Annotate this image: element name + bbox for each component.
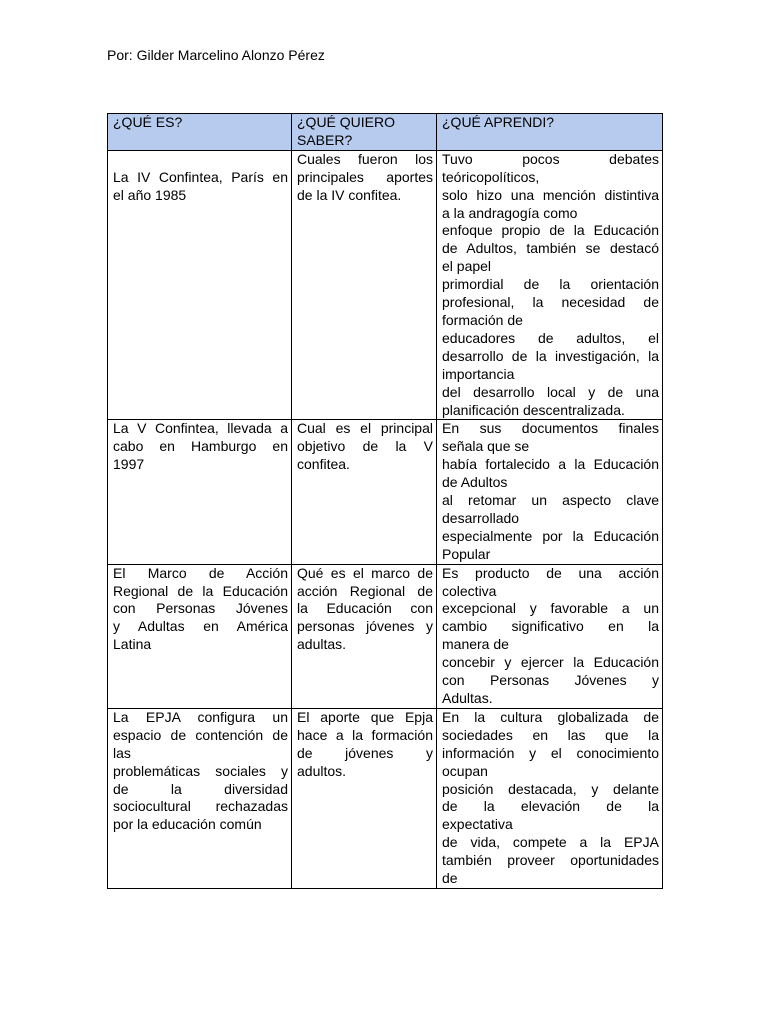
table-header-row: [108, 114, 663, 151]
cell-text-line: por la educación común: [113, 816, 262, 833]
kwl-table: [107, 113, 663, 889]
cell-text-line: y Adultas en América: [113, 618, 288, 635]
cell-text-line: importancia: [442, 365, 515, 382]
cell-text-line: señala que se: [442, 438, 530, 455]
table-row: [108, 420, 663, 564]
cell-text-line: sociedades en las que la: [442, 726, 659, 743]
cell-text-line: El Marco de Acción: [113, 564, 288, 581]
cell-text-line: el papel: [442, 258, 492, 275]
cell-text-line: la Educación con: [297, 600, 433, 617]
cell-que-quiero-saber: [292, 708, 437, 888]
table-row: [108, 708, 663, 888]
cell-que-es: [108, 420, 292, 564]
cell-text-line: de la diversidad: [113, 780, 288, 797]
cell-text-line: del desarrollo local y de una: [442, 383, 659, 400]
cell-text-line: Latina: [113, 636, 152, 653]
cell-text-line: ocupan: [442, 762, 488, 779]
cell-que-aprendi: [437, 150, 663, 420]
cell-text-line: principales aportes: [297, 168, 433, 185]
cell-text-line: concebir y ejercer la Educación: [442, 654, 659, 671]
table-row: [108, 564, 663, 708]
cell-text-line: de jóvenes y: [297, 744, 433, 761]
cell-text-line: La V Confintea, llevada a: [113, 420, 288, 437]
cell-text-line: Tuvo pocos debates: [442, 150, 659, 167]
cell-text-line: formación de: [442, 311, 523, 328]
cell-text-line: con Personas Jóvenes: [113, 600, 288, 617]
cell-text-line: En sus documentos finales: [442, 420, 659, 437]
cell-que-quiero-saber: [292, 150, 437, 420]
cell-text-line: La IV Confintea, París en: [113, 168, 288, 185]
cell-text-line: primordial de la orientación: [442, 276, 659, 293]
cell-text-line: al retomar un aspecto clave: [442, 492, 659, 509]
cell-text-line: Cual es el principal: [297, 420, 433, 437]
cell-text-line: enfoque propio de la Educación: [442, 222, 659, 239]
cell-text-line: el año 1985: [113, 186, 187, 203]
cell-text-line: manera de: [442, 636, 509, 653]
cell-text-line: había fortalecido a la Educación: [442, 456, 659, 473]
cell-text-line: El aporte que Epja: [297, 708, 433, 725]
cell-que-aprendi: [437, 564, 663, 708]
author-line: Por: Gilder Marcelino Alonzo Pérez: [107, 47, 325, 63]
cell-text-line: con Personas Jóvenes y: [442, 672, 659, 689]
header-que-es: ¿QUÉ ES?: [108, 114, 292, 151]
cell-text-line: de la IV confitea.: [297, 186, 402, 203]
cell-que-quiero-saber: [292, 420, 437, 564]
cell-text-line: sociocultural rechazadas: [113, 798, 288, 815]
cell-text-line: cambio significativo en la: [442, 618, 659, 635]
cell-text-line: adultas.: [297, 636, 347, 653]
cell-text-line: de Adultos, también se destacó: [442, 240, 659, 257]
cell-text-line: La EPJA configura un: [113, 708, 288, 725]
cell-text-line: En la cultura globalizada de: [442, 708, 659, 725]
cell-text-line: educadores de adultos, el: [442, 329, 659, 346]
cell-que-es: [108, 564, 292, 708]
header-que-aprendi: ¿QUÉ APRENDI?: [437, 114, 663, 151]
cell-text-line: espacio de contención de: [113, 726, 288, 743]
cell-text-line: planificación descentralizada.: [442, 401, 625, 418]
cell-text-line: Adultas.: [442, 690, 493, 706]
cell-text-line: información y el conocimiento: [442, 744, 659, 761]
cell-text-line: excepcional y favorable a un: [442, 600, 659, 617]
cell-que-quiero-saber: [292, 564, 437, 708]
cell-que-aprendi: [437, 420, 663, 564]
cell-text-line: Regional de la Educación: [113, 582, 288, 599]
cell-text-line: colectiva: [442, 582, 497, 599]
cell-que-es: [108, 150, 292, 420]
table-row: [108, 150, 663, 420]
cell-text-line: personas jóvenes y: [297, 618, 433, 635]
cell-text-line: 1997: [113, 456, 145, 473]
cell-text-line: objetivo de la V: [297, 438, 433, 455]
cell-text-line: adultos.: [297, 762, 347, 779]
cell-text-line: teóricopolíticos,: [442, 168, 540, 185]
cell-text-line: hace a la formación: [297, 726, 433, 743]
cell-text-line: Es producto de una acción: [442, 564, 659, 581]
cell-que-es: [108, 708, 292, 888]
cell-text-line: Cuales fueron los: [297, 150, 433, 167]
cell-text-line: profesional, la necesidad de: [442, 294, 659, 311]
cell-text-line: Popular: [442, 545, 491, 562]
cell-text-line: cabo en Hamburgo en: [113, 438, 288, 455]
cell-text-line: confitea.: [297, 456, 350, 473]
cell-text-line: posición destacada, y delante: [442, 780, 659, 797]
cell-text-line: de la elevación de la: [442, 798, 659, 815]
cell-text-line: expectativa: [442, 816, 513, 833]
cell-que-aprendi: [437, 708, 663, 888]
cell-text-line: desarrollo de la investigación, la: [442, 347, 659, 364]
cell-text-line: Qué es el marco de: [297, 564, 433, 581]
cell-text-line: de Adultos: [442, 474, 508, 491]
header-que-quiero-saber: ¿QUÉ QUIERO SABER?: [292, 114, 437, 151]
cell-text-line: acción Regional de: [297, 582, 433, 599]
cell-text-line: también proveer oportunidades: [442, 852, 659, 869]
cell-text-line: desarrollado: [442, 509, 520, 526]
cell-text-line: de vida, compete a la EPJA: [442, 834, 659, 851]
cell-text-line: a la andragogía como: [442, 204, 578, 221]
cell-text-line: problemáticas sociales y: [113, 762, 288, 779]
cell-text-line: las: [113, 744, 131, 761]
cell-text-line: de: [442, 870, 458, 887]
cell-text-line: solo hizo una mención distintiva: [442, 186, 659, 203]
cell-text-line: especialmente por la Educación: [442, 527, 659, 544]
